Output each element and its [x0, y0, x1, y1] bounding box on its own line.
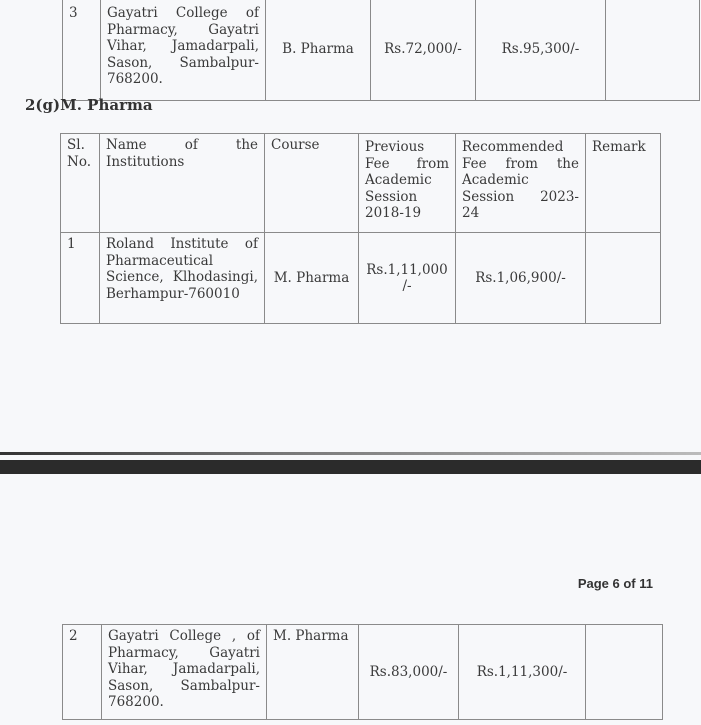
course: M. Pharma	[265, 233, 359, 324]
header-recommended-fee	[456, 134, 586, 233]
fee-line: Rs.1,11,000	[366, 261, 448, 278]
table-row	[63, 0, 700, 101]
header-text: Fee from	[365, 155, 449, 172]
course: M. Pharma	[267, 625, 359, 720]
remark	[586, 625, 663, 720]
header-text: 24	[462, 205, 480, 221]
header-text: Recommended	[462, 139, 564, 155]
previous-fee	[359, 233, 456, 324]
header-previous-fee	[359, 134, 456, 233]
name-line: Sason, Sambalpur-	[108, 677, 260, 694]
name-line: Vihar, Jamadarpali,	[107, 38, 259, 54]
header-text: Fee from the	[462, 155, 579, 172]
header-text: Sl.	[67, 137, 85, 153]
name-line: 768200.	[108, 694, 164, 710]
bpharma-table-continued	[62, 0, 700, 101]
header-sl-no	[61, 134, 100, 233]
institution-name	[102, 625, 267, 720]
table-header-row	[61, 134, 661, 233]
course: B. Pharma	[266, 0, 371, 101]
name-line: Roland Institute of	[106, 236, 258, 252]
name-line: Berhampur-760010	[106, 285, 240, 302]
fee-line: /-	[402, 278, 412, 294]
mpharma-table-continued	[62, 624, 663, 720]
header-text: Academic	[365, 172, 432, 188]
previous-fee: Rs.83,000/-	[359, 625, 459, 720]
recommended-fee: Rs.1,11,300/-	[459, 625, 586, 720]
table-row	[61, 233, 661, 324]
name-line: Sason, Sambalpur-	[107, 54, 259, 71]
name-line: Gayatri College of	[107, 5, 259, 21]
header-name	[100, 134, 265, 233]
header-text: Academic	[462, 172, 529, 188]
mpharma-table	[60, 133, 661, 324]
institution-name	[100, 233, 265, 324]
page-separator	[0, 460, 701, 474]
name-line: Vihar, Jamadarpali,	[108, 661, 260, 677]
name-line: Pharmacy, Gayatri	[108, 644, 260, 661]
table-row	[63, 625, 663, 720]
name-line: Pharmacy, Gayatri	[107, 21, 259, 38]
page-edge-line	[0, 452, 701, 455]
header-text: Previous	[365, 139, 425, 155]
name-line: Science, Klhodasingi,	[106, 269, 258, 285]
header-text: 2018-19	[365, 205, 422, 221]
name-line: Gayatri College , of	[108, 628, 260, 644]
header-text: Name of the	[106, 137, 258, 153]
sl-no: 3	[63, 0, 101, 101]
institution-name	[101, 0, 266, 101]
sl-no: 2	[63, 625, 102, 720]
remark	[606, 0, 700, 101]
header-text: Institutions	[106, 153, 185, 170]
header-course: Course	[265, 134, 359, 233]
header-text: Session 2023-	[462, 188, 579, 205]
header-remark: Remark	[586, 134, 661, 233]
remark	[586, 233, 661, 324]
name-line: 768200.	[107, 71, 163, 87]
name-line: Pharmaceutical	[106, 252, 214, 269]
section-heading: 2(g)M. Pharma	[25, 96, 153, 114]
header-text: No.	[67, 153, 91, 170]
sl-no: 1	[61, 233, 100, 324]
page-number: Page 6 of 11	[577, 576, 653, 591]
header-text: Session	[365, 188, 418, 205]
recommended-fee: Rs.95,300/-	[476, 0, 606, 101]
recommended-fee: Rs.1,06,900/-	[456, 233, 586, 324]
previous-fee: Rs.72,000/-	[371, 0, 476, 101]
